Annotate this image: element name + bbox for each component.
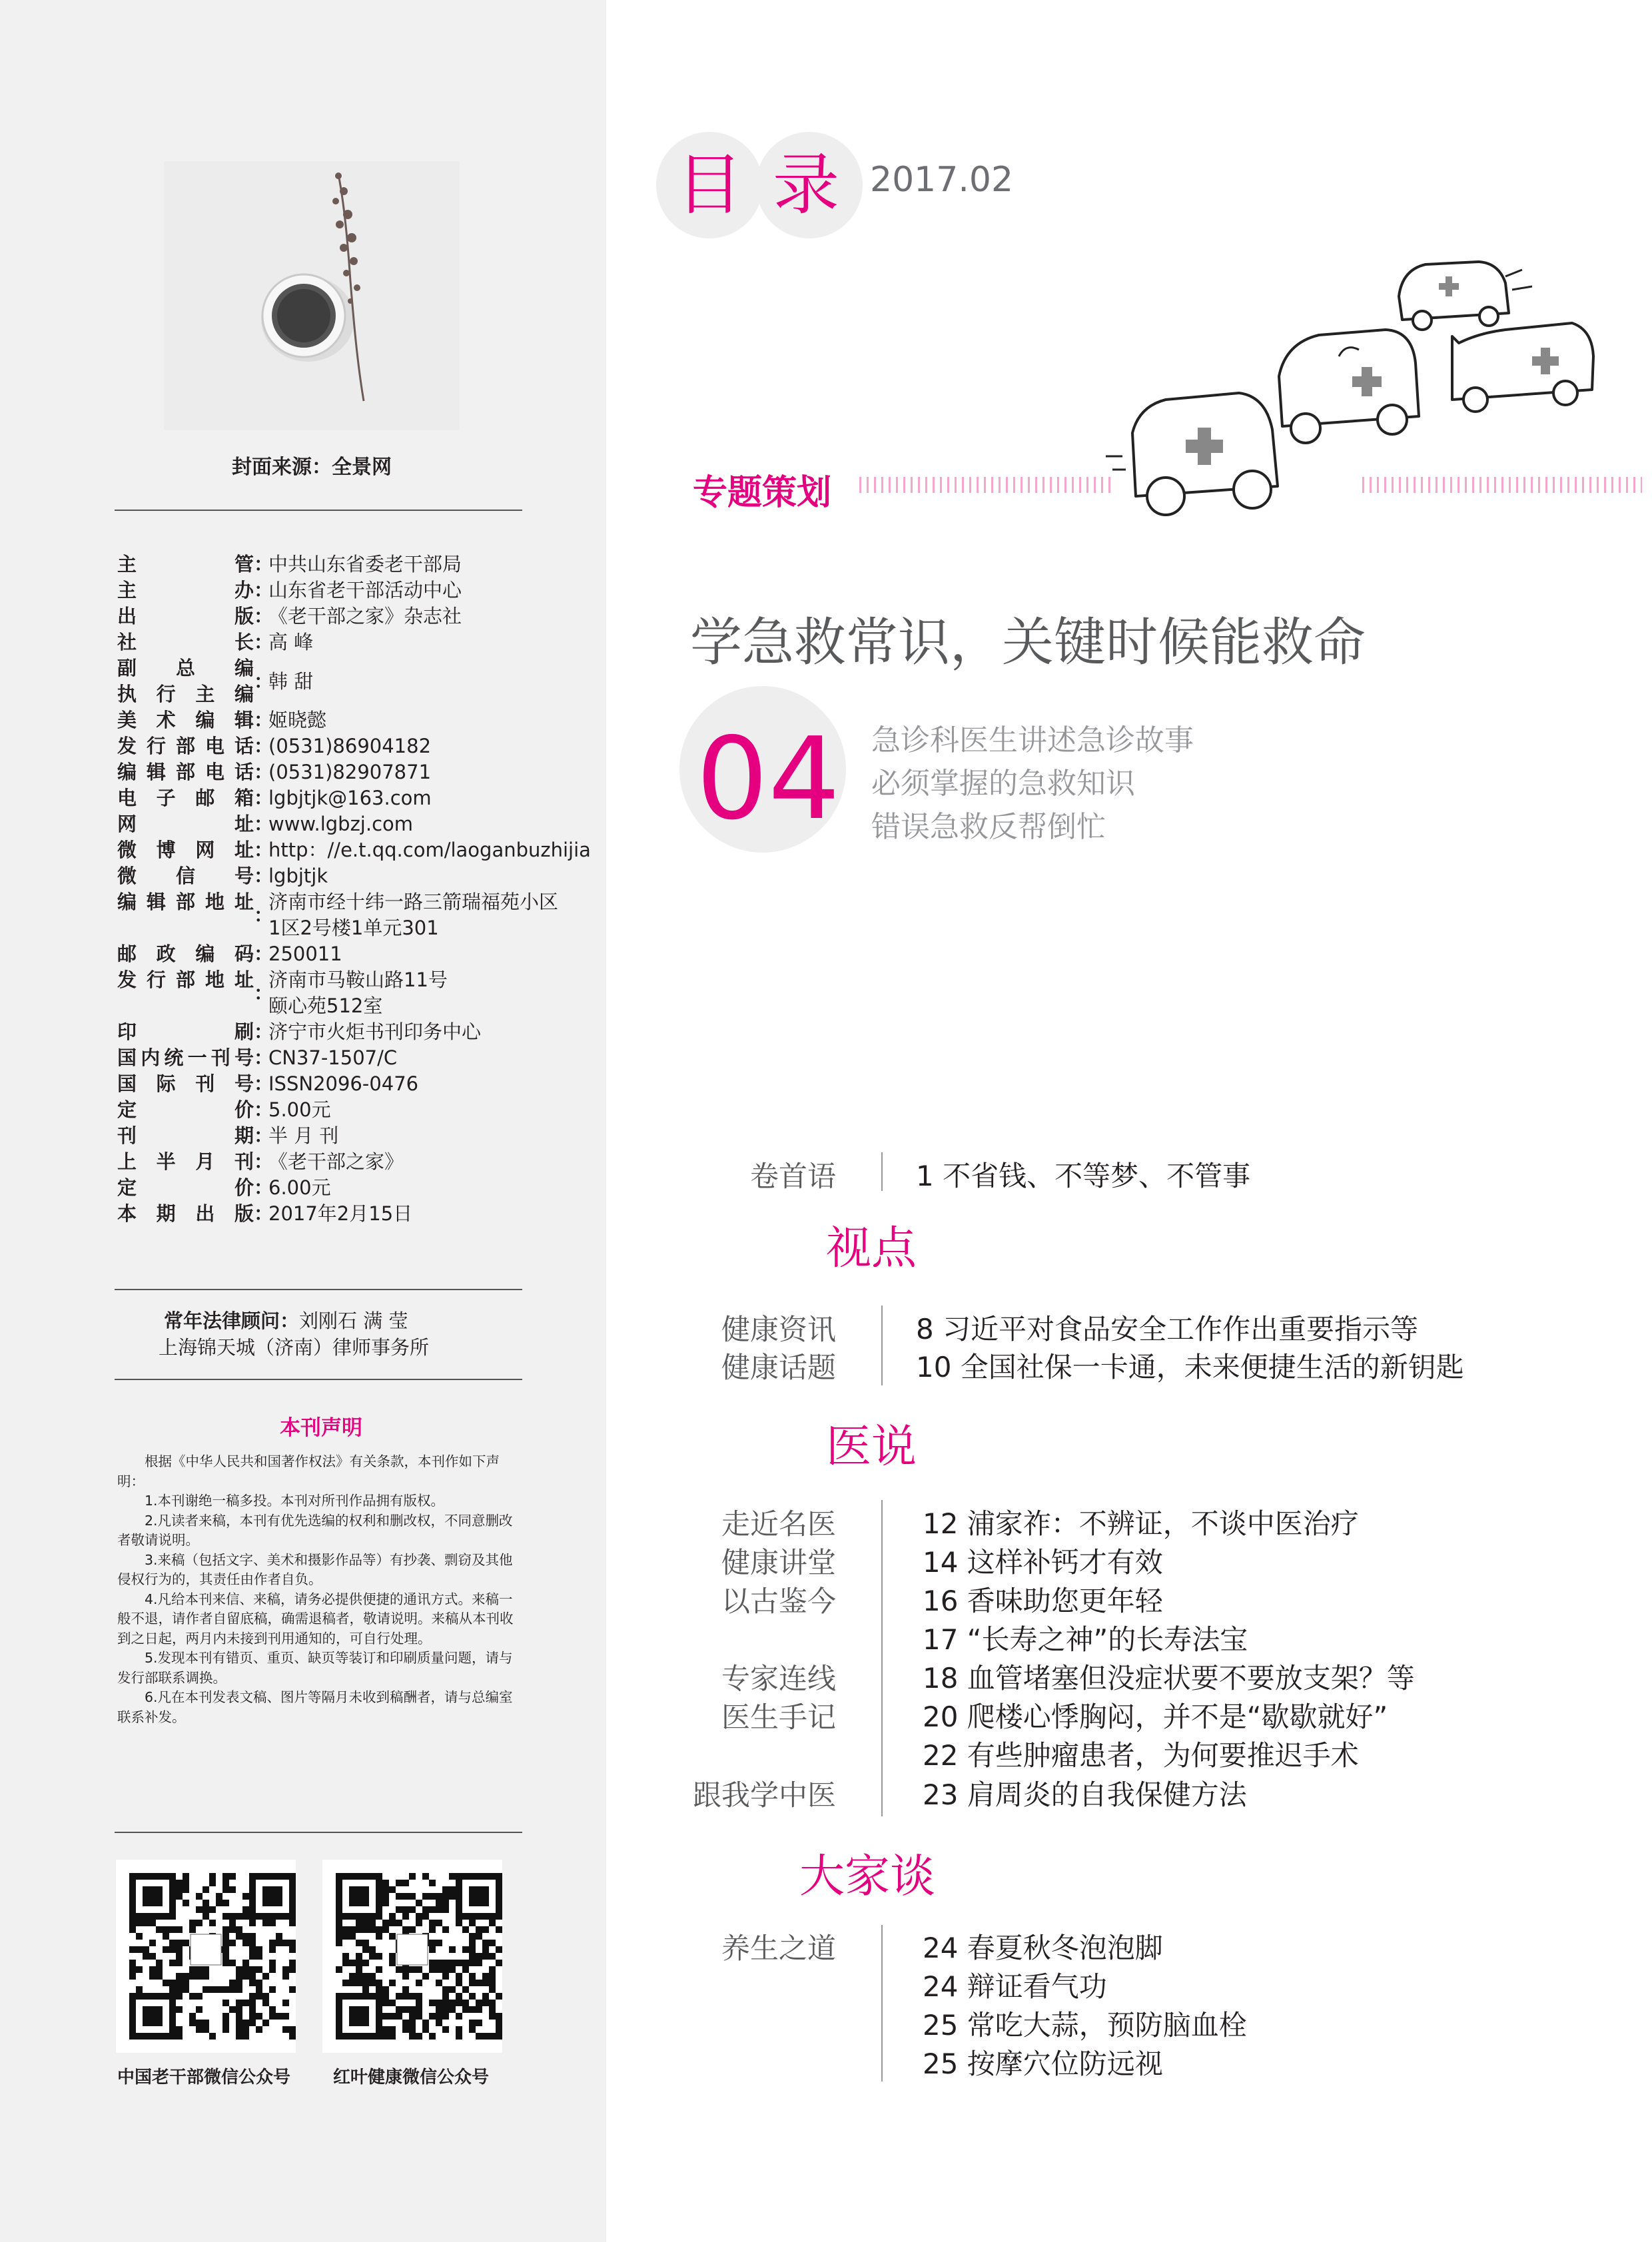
masthead-value: www.lgbzj.com	[268, 813, 414, 835]
masthead-label: 邮 政 编 码	[117, 942, 254, 965]
toc-divider	[881, 1925, 883, 2081]
section-shidian: 视点	[826, 1222, 917, 1275]
toc-item[interactable]: 22 有些肿瘤患者，为何要推迟手术	[923, 1739, 1359, 1772]
masthead-row	[117, 785, 597, 811]
notice-paragraph: 2.凡读者来稿，本刊有优先选编的权利和删改权，不同意删改者敬请说明。	[117, 1512, 513, 1548]
masthead-label: 主 办	[117, 579, 254, 601]
qr-code-icon	[116, 1860, 296, 2053]
title-lu: 录	[773, 146, 839, 224]
masthead	[117, 552, 597, 1227]
cover-image	[164, 161, 460, 430]
masthead-row	[117, 889, 597, 941]
dash-decor	[859, 477, 1112, 493]
feature-page-number: 04	[696, 713, 841, 845]
masthead-row	[117, 863, 597, 889]
masthead-row	[117, 655, 597, 707]
masthead-row	[117, 837, 597, 863]
notice-paragraph: 根据《中华人民共和国著作权法》有关条款，本刊作如下声明：	[117, 1453, 500, 1489]
masthead-colon: ：	[254, 865, 274, 887]
toc-item[interactable]: 24 春夏秋冬泡泡脚	[923, 1932, 1163, 1964]
toc-category: 专家连线	[721, 1663, 836, 1696]
masthead-row	[117, 629, 597, 655]
masthead-label: 发 行 部 地 址	[117, 968, 254, 991]
notice-paragraph: 4.凡给本刊来信、来稿，请务必提供便捷的通讯方式。来稿一般不退，请作者自留底稿，确需退稿者，敬请说明。来稿从本刊收到之日起，两月内未接到刊用通知的，可自行处理。	[117, 1591, 514, 1647]
masthead-label: 编 辑 部 电 话	[117, 761, 254, 783]
masthead-row	[117, 552, 597, 577]
masthead-row	[117, 577, 597, 603]
masthead-value: 250011	[268, 942, 342, 965]
masthead-colon: ：	[254, 605, 274, 627]
masthead-label: 国 际 刊 号	[117, 1072, 254, 1095]
toc-divider	[881, 1306, 883, 1385]
masthead-label: 刊 期	[117, 1124, 254, 1147]
masthead-value: (0531)86904182	[268, 735, 432, 757]
masthead-value: 姬晓懿	[268, 709, 327, 731]
masthead-value: (0531)82907871	[268, 761, 432, 783]
masthead-value: 山东省老干部活动中心	[268, 579, 462, 601]
masthead-colon: ：	[254, 579, 274, 601]
masthead-colon: ：	[254, 1072, 274, 1095]
cover-illustration	[164, 161, 460, 430]
notice-paragraph: 1.本刊谢绝一稿多投。本刊对所刊作品拥有版权。	[145, 1493, 445, 1509]
masthead-colon: ：	[254, 1046, 274, 1069]
feature-title[interactable]: 学急救常识，关键时候能救命	[690, 613, 1366, 673]
toc-category: 走近名医	[721, 1508, 836, 1541]
masthead-row	[117, 1149, 597, 1175]
masthead-colon: ：	[254, 903, 274, 927]
toc-item[interactable]: 25 按摩穴位防远视	[923, 2048, 1163, 2080]
toc-item[interactable]: 8 习近平对食品安全工作作出重要指示等	[916, 1313, 1419, 1345]
masthead-colon: ：	[254, 631, 274, 653]
toc-category: 健康讲堂	[721, 1547, 836, 1580]
masthead-colon: ：	[254, 1020, 274, 1043]
masthead-colon: ：	[254, 1098, 274, 1121]
masthead-value: CN37-1507/C	[268, 1046, 398, 1069]
qr-code-hongye[interactable]	[322, 1860, 502, 2053]
masthead-row	[117, 1019, 597, 1045]
toc-item[interactable]: 20 爬楼心悸胸闷，并不是“歇歇就好”	[923, 1700, 1388, 1733]
toc-category: 健康话题	[721, 1351, 836, 1385]
masthead-value: http：//e.t.qq.com/laoganbuzhijia	[268, 839, 591, 861]
masthead-label: 美 术 编 辑	[117, 709, 254, 731]
masthead-value: 《老干部之家》	[268, 1150, 404, 1173]
masthead-label: 本 期 出 版	[117, 1202, 254, 1225]
dash-decor	[1362, 477, 1642, 493]
notice-paragraph: 6.凡在本刊发表文稿、图片等隔月未收到稿酬者，请与总编室联系补发。	[117, 1689, 513, 1725]
toc-category: 跟我学中医	[693, 1779, 836, 1812]
toc-item[interactable]: 17 “长寿之神”的长寿法宝	[923, 1623, 1248, 1656]
masthead-label: 社 长	[117, 631, 254, 653]
masthead-colon: ：	[254, 839, 274, 861]
masthead-value: 中共山东省委老干部局	[268, 553, 462, 575]
masthead-value: lgbjtjk	[268, 865, 328, 887]
masthead-label: 出 版	[117, 605, 254, 627]
notice-paragraph: 3.来稿（包括文字、美术和摄影作品等）有抄袭、剽窃及其他侵权行为的，其责任由作者自负。	[117, 1551, 513, 1587]
legal-label: 常年法律顾问：	[164, 1309, 300, 1332]
toc-item[interactable]: 16 香味助您更年轻	[923, 1585, 1163, 1617]
masthead-value: lgbjtjk@163.com	[268, 787, 432, 809]
masthead-value: 高 峰	[268, 631, 314, 653]
toc-divider	[881, 1500, 883, 1816]
masthead-label: 编 辑 部 地 址	[117, 891, 254, 913]
masthead-row	[117, 759, 597, 785]
qr-label: 红叶健康微信公众号	[333, 2067, 490, 2087]
masthead-label: 定 价	[117, 1098, 254, 1121]
section-dajiatan: 大家谈	[799, 1850, 936, 1903]
qr-code-laoganbu[interactable]	[116, 1860, 296, 2053]
masthead-row	[117, 1201, 597, 1227]
masthead-label: 发 行 部 电 话	[117, 735, 254, 757]
cover-caption: 封面来源：全景网	[232, 456, 392, 479]
masthead-label: 定 价	[117, 1176, 254, 1199]
masthead-value: ISSN2096-0476	[268, 1072, 419, 1095]
masthead-value: 济南市经十纬一路三箭瑞福苑小区 1区2号楼1单元301	[268, 891, 559, 939]
toc-item[interactable]: 1 不省钱、不等梦、不管事	[916, 1160, 1251, 1192]
masthead-colon: ：	[254, 942, 274, 965]
masthead-value: 《老干部之家》杂志社	[268, 605, 462, 627]
issue-date: 2017.02	[870, 160, 1014, 200]
toc-category: 医生手记	[721, 1701, 836, 1734]
toc-category: 以古鉴今	[721, 1585, 836, 1619]
masthead-colon: ：	[254, 553, 274, 575]
toc-item[interactable]: 10 全国社保一卡通，未来便捷生活的新钥匙	[916, 1351, 1464, 1383]
title-mu: 目	[676, 146, 743, 224]
section-yishuo: 医说	[826, 1421, 917, 1473]
divider	[115, 510, 522, 511]
qr-label: 中国老干部微信公众号	[117, 2067, 291, 2087]
masthead-row	[117, 1123, 597, 1149]
masthead-value: 济南市马鞍山路11号 颐心苑512室	[268, 968, 448, 1017]
masthead-label: 微 博 网 址	[117, 839, 254, 861]
masthead-row	[117, 733, 597, 759]
divider	[115, 1832, 522, 1833]
toc-category: 养生之道	[721, 1932, 836, 1966]
masthead-colon: ：	[254, 709, 274, 731]
notice-title: 本刊声明	[280, 1416, 362, 1440]
toc-category: 卷首语	[750, 1160, 836, 1194]
masthead-colon: ：	[254, 1124, 274, 1147]
masthead-label: 副 总 编 执 行 主 编	[117, 657, 254, 705]
masthead-row	[117, 1071, 597, 1097]
masthead-label: 国 内 统 一 刊 号	[117, 1046, 254, 1069]
masthead-label: 上 半 月 刊	[117, 1150, 254, 1173]
masthead-row	[117, 1045, 597, 1071]
masthead-colon: ：	[254, 1176, 274, 1199]
feature-section-label: 专题策划	[693, 473, 832, 513]
masthead-row	[117, 707, 597, 733]
masthead-label: 印 刷	[117, 1020, 254, 1043]
toc-item[interactable]: 24 辩证看气功	[923, 1970, 1107, 2003]
masthead-row	[117, 941, 597, 967]
masthead-row	[117, 1097, 597, 1123]
masthead-row	[117, 967, 597, 1019]
masthead-colon: ：	[254, 1150, 274, 1173]
masthead-colon: ：	[254, 787, 274, 809]
feature-subtitle[interactable]: 错误急救反帮倒忙	[871, 810, 1106, 844]
masthead-value: 半 月 刊	[268, 1124, 339, 1147]
masthead-colon: ：	[254, 735, 274, 757]
toc-item[interactable]: 14 这样补钙才有效	[923, 1546, 1163, 1579]
masthead-colon: ：	[254, 813, 274, 835]
masthead-colon: ：	[254, 669, 274, 693]
divider	[115, 1379, 522, 1380]
feature-subtitle[interactable]: 急诊科医生讲述急诊故事	[871, 723, 1194, 757]
masthead-value: 韩 甜	[268, 669, 314, 693]
notice-body	[117, 1452, 525, 1727]
masthead-value: 2017年2月15日	[268, 1202, 413, 1225]
legal-counsel	[159, 1308, 430, 1361]
masthead-row	[117, 603, 597, 629]
feature-subtitle[interactable]: 必须掌握的急救知识	[871, 767, 1135, 801]
masthead-value: 6.00元	[268, 1176, 331, 1199]
legal-names: 刘刚石 满 莹	[299, 1309, 408, 1332]
masthead-label: 电 子 邮 箱	[117, 787, 254, 809]
toc-divider	[881, 1152, 883, 1191]
toc-item[interactable]: 12 浦家祚：不辨证，不谈中医治疗	[923, 1507, 1359, 1540]
masthead-value: 5.00元	[268, 1098, 331, 1121]
qr-code-icon	[322, 1860, 502, 2053]
masthead-row	[117, 811, 597, 837]
legal-firm: 上海锦天城（济南）律师事务所	[159, 1336, 430, 1359]
toc-item[interactable]: 25 常吃大蒜，预防脑血栓	[923, 2009, 1247, 2042]
toc-item[interactable]: 18 血管堵塞但没症状要不要放支架？等	[923, 1662, 1415, 1694]
masthead-label: 主 管	[117, 553, 254, 575]
masthead-value: 济宁市火炬书刊印务中心	[268, 1020, 482, 1043]
masthead-label: 微 信 号	[117, 865, 254, 887]
masthead-row	[117, 1175, 597, 1201]
toc-item[interactable]: 23 肩周炎的自我保健方法	[923, 1778, 1247, 1811]
masthead-colon: ：	[254, 1202, 274, 1225]
masthead-colon: ：	[254, 761, 274, 783]
masthead-colon: ：	[254, 981, 274, 1004]
divider	[115, 1289, 522, 1290]
toc-category: 健康资讯	[721, 1313, 836, 1347]
masthead-label: 网 址	[117, 813, 254, 835]
notice-paragraph: 5.发现本刊有错页、重页、缺页等装订和印刷质量问题，请与发行部联系调换。	[117, 1650, 513, 1686]
